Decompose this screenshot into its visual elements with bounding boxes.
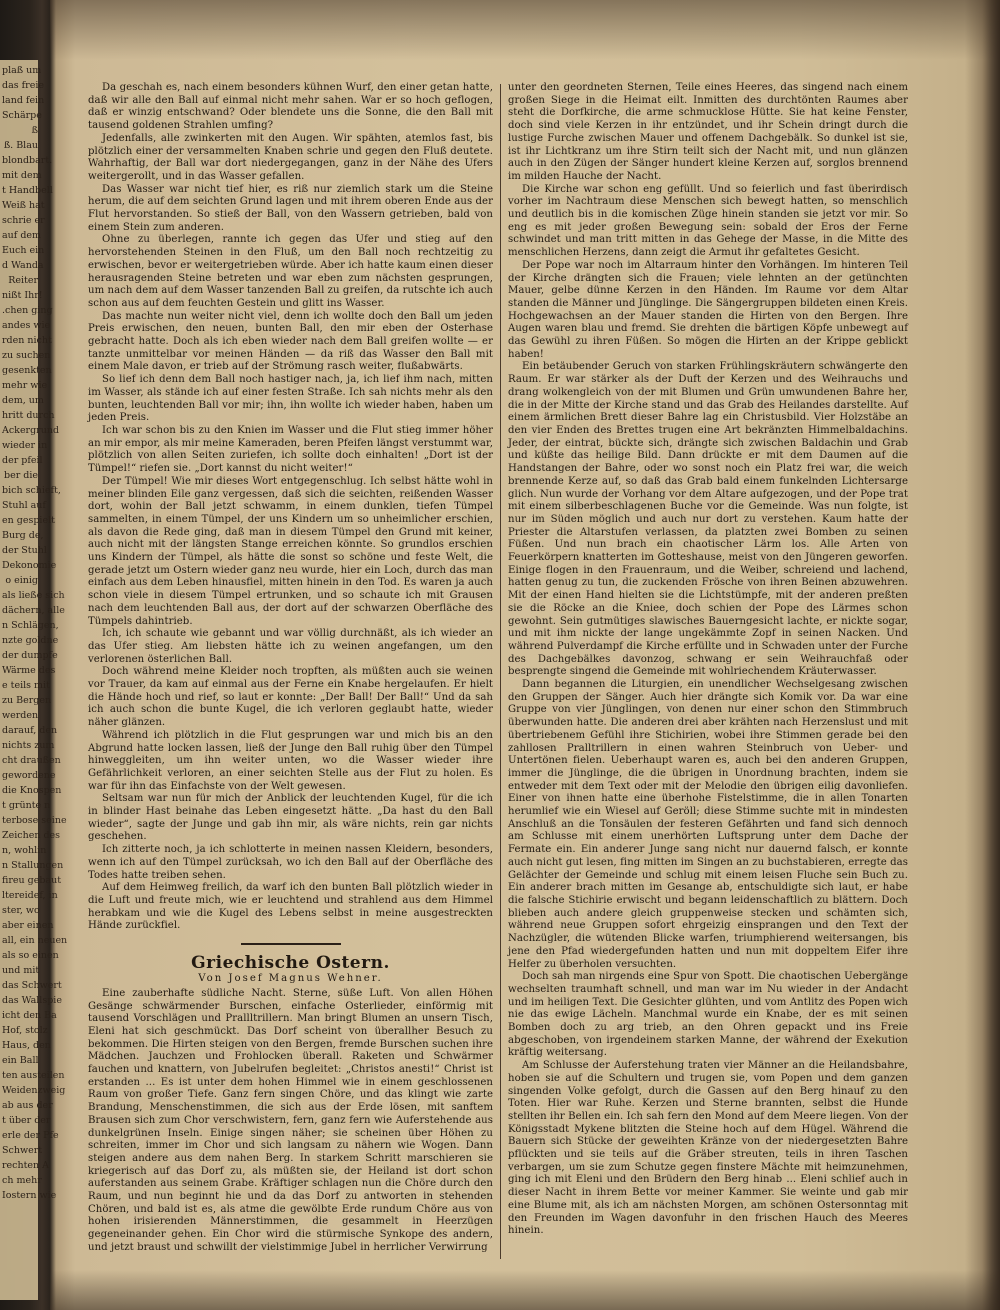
left-page-fragment: der Stuhl — [2, 545, 47, 556]
left-page-fragment: darauf, den — [2, 725, 58, 736]
paragraph: Seltsam war nun für mich der Anblick der leuchtenden Kugel, für die ich in blinder Hast beinahe das Leben eingesetzt hätte. „Da hast du den Ball wieder“, sagte der Junge und gab ihn mir, als wäre nichts, rein gar nichts geschehen. — [88, 793, 493, 843]
left-page-fragment: andes wie — [2, 320, 51, 331]
left-page-fragment: Dekonomie — [2, 560, 57, 571]
paragraph: Eine zauberhafte südliche Nacht. Sterne, süße Luft. Von allen Höhen Gesänge schwärmender Burschen, einfache Osterlieder, einförmig mit tausend Vorschlägen und Prallltrillern. Man bringt Blumen an unsern Tisch, Eleni hat sich geschmückt. Das Dorf scheint von überallher Besuch zu bekommen. Die Hirten steigen von den Bergen, fremde Burschen suchen ihre Mädchen. Jauchzen und Frohlocken überall. Raketen und Schwärmer fauchen und knattern, von Jubelrufen begleitet: „Christos anesti!“ Christ ist erstanden ... Es ist unter dem hohen Himmel wie in einem geschlossenen Raum von großer Tiefe. Ganz fern singen Chöre, und das klingt wie zarte Brandung, Menschenstimmen, die sich aus der Erde lösen, mit sanftem Brausen sich zum Chor verschwistern, fern, ganz fern wie Auferstehende aus dunkelgrünen Inseln. Einige singen näher; sie scheinen über Höhen zu schreiten, immer im Chor und sich langsam zu nähern wie Wogen. Dann steigen andere aus dem nahen Berg. In starkem Schritt marschieren sie kriegerisch auf das Dorf zu, als müßten sie, der Heiland ist dort schon auferstanden aus seinem Grabe. Kräftiger schlagen nun die Chöre durch den Raum, und nun beginnt hie und da das Dorf zu antworten in stehenden Chören, und bald ist es, als atme die gewölbte Erde rundum Chöre aus von hohen irisierenden Männerstimmen, die gesammelt in Heerzügen gegeneinander gehen. Ein Chor wird die stürmische Synkope des andern, und jetzt braust und schwillt der vielstimmige Jubel in herrlicher Verwirrung — [88, 987, 493, 1253]
left-page-fragment: ab aus der — [2, 1100, 53, 1111]
left-page-fragment: und mit — [2, 965, 40, 976]
left-page-fragment: auf dem — [2, 230, 42, 241]
paragraph: Jedenfalls, alle zwinkerten mit den Augen. Wir spähten, atemlos fast, bis plötzlich einer der versammelten Knaben schrie und gegen den Fluß deutete. Wahrhaftig, der Ball war dort niedergegangen, ganz in der Nähe des Ufers weitergerollt, und in das Wasser gefallen. — [88, 132, 493, 182]
right-column — [508, 82, 908, 1238]
paragraph: Das machte nun weiter nicht viel, denn ich wollte doch den Ball um jeden Preis erwischen, den neuen, bunten Ball, den mir eben der Osterhase gebracht hatte. Doch als ich eben wieder nach dem Ball greifen wollte — er tanzte unmittelbar vor meinen Händen — da riß das Wasser den Ball mit einem Male davon, er trieb auf der Strömung rasch weiter, flußabwärts. — [88, 310, 493, 373]
left-page-fragment: t grünte n — [2, 800, 51, 811]
left-page-fragment: zu suchen — [2, 350, 51, 361]
left-page-fragment: hritt durch — [2, 410, 55, 421]
left-page-fragment: erle der Pfe — [2, 1130, 59, 1141]
left-page-fragment: dächern, alle — [2, 605, 65, 616]
left-page-fragment: Stuhl auf — [2, 500, 46, 511]
left-page-fragment: Ackergrund — [2, 425, 60, 436]
left-page-fragment: d Wanda — [2, 260, 44, 271]
paragraph: Der Pope war noch im Altarraum hinter den Vorhängen. Im hinteren Teil der Kirche drängten sich die Frauen; viele lehnten an der getünchten Mauer, gelbe dünne Kerzen in den Händen. Im Raume vor dem Altar standen die Männer und Jünglinge. Die Sängergruppen bildeten einen Kreis. Hochgewachsen an der Mauer standen die Hirten von den Bergen. Ihre Augen waren blau und fremd. Sie drehten die bärtigen Köpfe unbewegt auf das Gewühl zu ihren Füßen. So mögen die Hirten an der Krippe geblickt haben! — [508, 259, 908, 360]
left-page-fragment: Burg de, — [2, 530, 44, 541]
left-page-fragment: zu Bergen — [2, 695, 52, 706]
left-page-sliver — [0, 60, 68, 1300]
left-page-fragment: ein Ball — [2, 1055, 39, 1066]
left-page-fragment: Wärme des — [2, 665, 56, 676]
left-page-fragment: mehr wie — [2, 380, 48, 391]
left-page-fragment: fireu gebaut — [2, 875, 62, 886]
left-page-fragment: rechten A — [2, 1160, 50, 1171]
left-page-fragment: ten austeilen — [2, 1070, 65, 1081]
paragraph: Doch sah man nirgends eine Spur von Spott. Die chaotischen Uebergänge wechselten traumhaft schnell, und man war im Nu wieder in der Andacht und im heiligen Text. Die Gesichter glühten, und vom Antlitz des Popen wich nie das ewige Lächeln. Manchmal wurde ein Knabe, der es mit seinen Bomben doch zu arg trieb, an den Ohren gepackt und ins Freie abgeschoben, von irgendeinem starken Manne, der während der Exekution kräftig weitersang. — [508, 971, 908, 1059]
paragraph: Ein betäubender Geruch von starken Frühlingskräutern schwängerte den Raum. Er war stärker als der Duft der Kerzen und des Weihrauchs und drang wolkengleich von der mit Blumen und Grün umwundenen Bahre her, die in der Mitte der Kirche stand und das Grab des Heilandes darstellte. Auf einem ärmlichen Brett dieser Bahre lag ein Christusbild. Vier Holzstäbe an den vier Enden des Brettes trugen eine Art bekränzten Himmelbaldachins. Jeder, der eintrat, bückte sich, drängte sich zwischen Baldachin und Grab und küßte das heilige Bild. Dann drückte er mit dem Daumen auf die Handstangen der Bahre, oder wo sonst noch ein Platz frei war, die weich brennende Kerze auf, so daß das Grab bald einem funkelnden Lichtersarge glich. Nun wurde der Vorhang vor dem Altare aufgezogen, und der Pope trat mit einem silberbeschlagenen Buche vor die Gemeinde. Was nun folgte, ist nur im Süden möglich und auch nur dort zu verstehen. Kaum hatte der Priester die Altarstufen verlassen, da platzten zwei Bomben zu seinen Füßen. Und nun brach ein chaotischer Lärm los. Alle Arten von Feuerkörpern knatterten im Gotteshause, meist von den Jüngeren geworfen. Einige flogen in den Frauenraum, und die Weiber, schreiend und lachend, hatten genug zu tun, die zuckenden Frösche von ihren Beinen abzuwehren. Mit der einen Hand hielten sie die Lichtstümpfe, mit der anderen preßten sie die Röcke an die Kniee, doch schien der Pope des Lärmes schon gewohnt. Sein gutmütiges slawisches Bauerngesicht lachte, er nickte sogar, und mit ihm nickte der lange ungekämmte Zopf in seinen Nacken. Und während Pulverdampf die Kirche erfüllte und in Schwaden unter der Furche des Dachgebälkes davonzog, schwang er sein Weihrauchfaß oder besprengte singend die Gemeinde mit wohlriechendem Kräuterwasser. — [508, 361, 908, 678]
article-title: Griechische Ostern. — [191, 953, 390, 974]
right-page-edge — [982, 0, 1000, 1310]
left-page-fragment: Schärpe — [2, 110, 42, 121]
left-page-fragment: gesenkten — [2, 365, 52, 376]
left-page-fragment: e teils mit — [2, 680, 50, 691]
left-page-fragment: nißt Ihr! — [2, 290, 43, 301]
left-page-fragment: werden — [2, 710, 39, 721]
paragraph: Das Wasser war nicht tief hier, es riß nur ziemlich stark um die Steine herum, die auf dem seichten Grund lagen und mit ihrem oberen Ende aus der Flut hervorstanden. So stieß der Ball, von den Wassern getrieben, bald von einem Stein zum anderen. — [88, 183, 493, 233]
left-page-fragment: n, wohlin — [2, 845, 47, 856]
left-page-fragment: wieder in — [2, 440, 48, 451]
left-page-fragment: dem, um — [2, 395, 44, 406]
left-page-fragment: Schwert — [2, 1145, 43, 1156]
paragraph: Ich zitterte noch, ja ich schlotterte in meinen nassen Kleidern, besonders, wenn ich auf den Tümpel zurücksah, wo ich den Ball auf der Oberfläche des Todes hatte treiben sehen. — [88, 844, 493, 881]
left-page-fragment: Reiter — [8, 275, 38, 286]
left-page-fragment: ster, wo — [2, 905, 40, 916]
paragraph: Der Tümpel! Wie mir dieses Wort entgegenschlug. Ich selbst hätte wohl in meiner blinden Eile ganz vergessen, daß sich die seichten, reißenden Wasser dort, wohin der Ball jetzt schwamm, in einem dunklen, tiefen Tümpel sammelten, in einem Tümpel, der uns Kindern um so unheimlicher erschien, als davon die Rede ging, daß man in diesem Tümpel den Grund mit keiner, auch nicht mit der längsten Stange erreichen könnte. So grundlos erschien uns Kindern der Tümpel, als hätte die sonst so schöne und feste Welt, die gerade jetzt um Ostern wieder ganz neu wurde, hier ein Loch, durch das man einfach aus dem Leben hinausfiel, mitten hinein in den Tod. Es waren ja auch schon viele in diesem Tümpel ertrunken, und so schaute ich mit Grausen nach dem leuchtenden Ball aus, der dort auf der schwarzen Oberfläche des Tümpels dahintrieb. — [88, 475, 493, 627]
left-page-fragment: terbose seine — [2, 815, 67, 826]
left-page-fragment: nzte goldne — [2, 635, 59, 646]
section-rule — [241, 943, 341, 945]
left-page-fragment: das freie — [2, 80, 44, 91]
left-page-fragment: t über der — [2, 1115, 51, 1126]
left-page-fragment: .chen ging — [2, 305, 53, 316]
bottom-shadow — [50, 1270, 1000, 1310]
left-page-fragment: n Stallungen — [2, 860, 64, 871]
left-page-fragment: das Wallspie — [2, 995, 62, 1006]
left-page-fragment: als so einen — [2, 950, 59, 961]
left-page-fragment: Euch ein — [2, 245, 45, 256]
left-page-fragment: das Schwert — [2, 980, 62, 991]
left-page-fragment: Weidenzweig — [2, 1085, 66, 1096]
article-byline: Von Josef Magnus Wehner. — [198, 973, 383, 985]
left-page-fragment: der pfeil — [2, 455, 43, 466]
article-paragraphs — [88, 988, 493, 1255]
left-column — [88, 82, 493, 1255]
left-page-fragment: ber die — [3, 470, 38, 481]
top-shadow — [50, 0, 1000, 60]
left-page-fragment: der dumpfe — [2, 650, 58, 661]
left-page-fragment: cht draußen — [2, 755, 61, 766]
story-paragraphs — [88, 82, 493, 933]
left-page-fragment: Hof, stolz — [2, 1025, 48, 1036]
left-page-fragment: blondbart. — [2, 155, 53, 166]
left-page-fragment: Zeichen des — [2, 830, 61, 841]
paragraph: Ohne zu überlegen, rannte ich gegen das Ufer und stieg auf den hervorstehenden Steinen in den Fluß, um den Ball noch rechtzeitig zu erwischen, bevor er weitergetrieben würde. Aber ich hatte kaum einen dieser herausragenden Steine betreten und war eben zum nächsten gesprungen, um nach dem auf dem Wasser tanzenden Ball zu greifen, da rutschte ich auch schon aus auf dem feuchten Gestein und glitt ins Wasser. — [88, 234, 493, 309]
left-page-fragment: icht den Ba — [2, 1010, 57, 1021]
left-page-fragment: plaß um — [2, 65, 42, 76]
left-page-fragment: Weiß hat — [2, 200, 45, 211]
paragraph: Die Kirche war schon eng gefüllt. Und so feierlich und fast überirdisch vorher im Nachtraum diese Menschen sich bewegt hatten, so menschlich und deutlich bis in die komischen Züge hinein standen sie jetzt vor mir. So eng es mit jeder großen Bewegung sein: sobald der Eros der Ferne schwindet und man tritt mitten in das Gehege der Masse, in die Mitte des menschlichen Herzens, dann zeigt die Armut ihr gefaltetes Gesicht. — [508, 183, 908, 259]
left-page-fragment: land fein — [2, 95, 45, 106]
left-page-fragment: Haus, den — [2, 1040, 51, 1051]
left-page-fragment: ltereidef, in — [2, 890, 58, 901]
paragraph: Während ich plötzlich in die Flut gesprungen war und mich bis an den Abgrund hatte locken lassen, ließ der Junge den Ball ruhig über den Tümpel hinweggleiten, um ihn weiter unten, wo die Wasser wieder ihre Gefährlichkeit verloren, an einer seichten Stelle aus der Flut zu holen. Es war für ihn das Einfachste von der Welt gewesen. — [88, 729, 493, 792]
left-page-fragment: rden nicht — [2, 335, 52, 346]
left-page-fragment: ch mehr — [2, 1175, 42, 1186]
paragraph: Ich war schon bis zu den Knien im Wasser und die Flut stieg immer höher an mir empor, als mir meine Kameraden, beren Pfeifen längst verstummt war, plötzlich von allen Seiten zuriefen, ich sollte doch einhalten! „Dort ist der Tümpel!“ riefen sie. „Dort kannst du nicht weiter!“ — [88, 424, 493, 475]
left-page-fragment: aber einen — [2, 920, 54, 931]
paragraph: Da geschah es, nach einem besonders kühnen Wurf, den einer getan hatte, daß wir alle den Ball auf einmal nicht mehr sahen. War er so hoch geflogen, daß er winzig entschwand? Oder blendete uns die Sonne, die den Ball mit tausend goldenen Strahlen umfing? — [88, 82, 493, 132]
left-page-fragment: ß. Blau — [3, 140, 38, 151]
left-page-fragment: o einig — [5, 575, 38, 586]
column-divider — [500, 84, 501, 1259]
paragraph: Ich, ich schaute wie gebannt und war völlig durchnäßt, als ich wieder an das Ufer stieg. Am liebsten hätte ich zu weinen angefangen, um den verlorenen österlichen Ball. — [88, 628, 493, 665]
paragraph: Dann begannen die Liturgien, ein unendlicher Wechselgesang zwischen den Gruppen der Sänger. Auch hier drängte sich Komik vor. Da war eine Gruppe von vier Jünglingen, von denen nur einer schon den Stimmbruch überwunden hatte. Die anderen drei aber krähten nach Herzenslust und mit übertriebenem Gefühl ihre Stichirien, wobei ihre Stimmen gerade bei den zahllosen Pralltrillern in einen wahren Steinbruch von Ueber- und Untertönen fielen. Ueberhaupt waren es, auch bei den anderen Gruppen, immer die Jünglinge, die die übrigen in Unordnung brachten, indem sie entweder mit dem Text oder mit der Melodie den übrigen eilig davonliefen. Einer von ihnen hatte eine überhohe Fistelstimme, die in allen Tonarten herumlief wie ein Wiesel auf Geröll; diese Stimme suchte mit in mindesten Anschluß an die Tonsäulen der festeren Gefährten und fand sich dennoch am Schlusse mit einem unerhörten Luftsprung unter dem Dache der Fermate ein. Ein anderer Junge sang nicht nur dauernd falsch, er konnte auch nicht gut lesen, fing mitten im Singen an zu buchstabieren, erregte das Gelächter der Gemeinde und schlug mit einem leisen Fluche sein Buch zu. Ein anderer brach mitten im Gesange ab, entschuldigte sich laut, er habe die falsche Stichirie erwischt und begann leidenschaftlich zu blättern. Doch blieben auch andere gleich gruppenweise stecken und schämten sich, während neue Gruppen sofort ehrgeizig einsprangen und den Text der Nachzügler, die wütenden Blicke warfen, triumphierend weitersangen, bis jene den Pfad wiedergefunden hatten und nun mit doppeltem Eifer ihre Helfer zu überholen versuchten. — [508, 679, 908, 970]
left-page-fragment: n Schlägen, — [2, 620, 59, 631]
left-page-fragment: mit dem — [2, 170, 42, 181]
paragraph: Auf dem Heimweg freilich, da warf ich den bunten Ball plötzlich wieder in die Luft und freute mich, wie er leuchtend und strahlend aus dem Himmel herabkam und wie die Kugel des Lebens selbst in meine ausgestreckten Hände zurückfiel. — [88, 882, 493, 932]
left-page-fragment: die Knospen — [2, 785, 62, 796]
left-page-fragment: gewordene — [2, 770, 56, 781]
left-page-fragment: t Handbell — [2, 185, 53, 196]
left-page-fragment: schrie er — [2, 215, 45, 226]
left-page-fragment: bich schieft, — [2, 485, 61, 496]
left-page-fragment: en gespielt — [2, 515, 55, 526]
paragraph: unter den geordneten Sternen, Teile eines Heeres, das singend nach einem großen Siege in die Heimat eilt. Inmitten des durchtönten Raumes aber steht die Dorfkirche, die arme schmucklose Hütte. Sie hat keine Fenster, doch sind viele Kerzen in ihr entzündet, und ihr Schein dringt durch die lustige Furche zwischen Mauer und offenem Dachgebälk. So dunkel ist sie, ist ihr Lichtkranz um ihre Stirn teilt sich der Nacht mit, und nun glänzen auch in den Zügen der Sänger hundert kleine Kerzen auf, sorglos brennend im milden Hauche der Nacht. — [508, 82, 908, 182]
left-page-fragment: all, ein neuen — [2, 935, 68, 946]
paragraph: Am Schlusse der Auferstehung traten vier Männer an die Heilandsbahre, hoben sie auf die Schultern und trugen sie, vom Popen und dem ganzen singenden Volke gefolgt, durch die Gassen auf den Berg hinauf zu den Toten. Hier war Ruhe. Kerzen und Sterne brannten, selbst die Hunde stellten ihr Bellen ein. Ich sah fern den Mond auf dem Meere liegen. Von der Königsstadt Mykene blitzten die Steine hoch auf dem Hügel. Während die Bauern sich Stücke der geweihten Kränze von der niedergesetzten Bahre pflückten und sie teils auf die Gräber streuten, teils in ihren Taschen verbargen, um sie zum Schutze gegen finstere Mächte mit heimzunehmen, ging ich mit Eleni und den Brüdern den Berg hinab ... Eleni schlief auch in dieser Nacht in ihrem Bette vor meiner Kammer. Sie weinte und gab mir eine Blume mit, als ich am nächsten Morgen, am schönen Ostersonntag mit den Freunden im Wagen davonfuhr in den frischen Hauch des Meeres hinein. — [508, 1060, 908, 1237]
paragraph: Doch während meine Kleider noch tropften, als müßten auch sie weinen vor Trauer, da kam auf einmal aus der Ferne ein Knabe hergelaufen. Er hielt die Hände hoch und rief, so laut er konnte: „Der Ball! Der Ball!“ Und da sah ich auch schon die bunte Kugel, die ich verloren geglaubt hatte, wieder näher glänzen. — [88, 666, 493, 729]
paragraph: So lief ich denn dem Ball noch hastiger nach, ja, ich lief ihm nach, mitten im Wasser, als stände ich auf einer festen Straße. Ich sah nichts mehr als den bunten, leuchtenden Ball vor mir; ihn, ihn wollte ich wieder haben, haben um jeden Preis. — [88, 374, 493, 424]
left-page-fragment: Iostern wie — [2, 1190, 57, 1201]
left-page-fragment: ß — [31, 125, 38, 136]
left-page-fragment: nichts zum — [2, 740, 55, 751]
left-page-fragment: als ließe sich — [2, 590, 65, 601]
